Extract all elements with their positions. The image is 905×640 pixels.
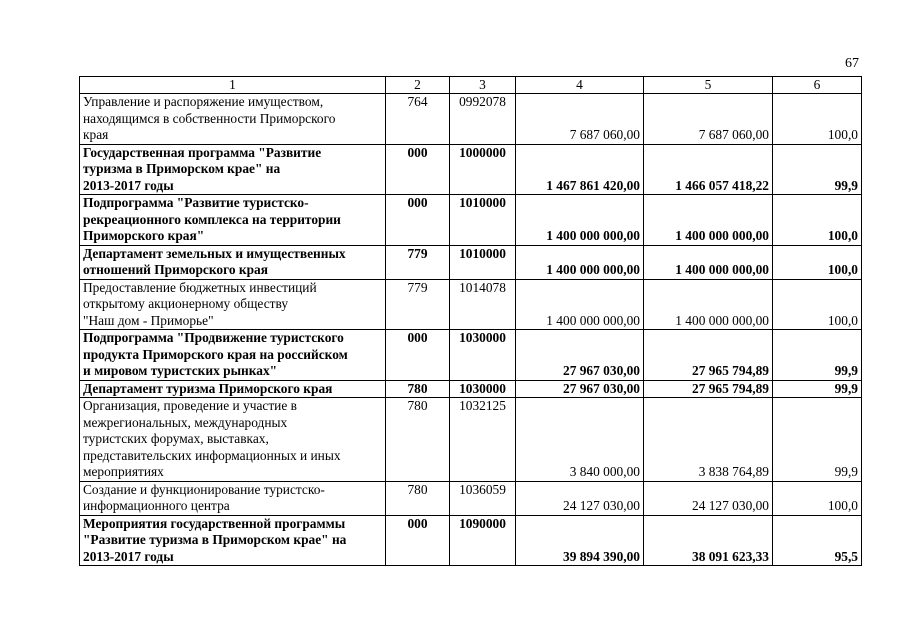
column-header: 5 [644, 77, 773, 94]
row-name-line: открытому акционерному обществу [83, 296, 289, 311]
row-name-line: Управление и распоряжение имуществом, [83, 94, 324, 109]
row-name [80, 515, 386, 566]
planned-amount: 24 127 030,00 [516, 481, 644, 515]
table-row [80, 330, 862, 381]
row-name-line: мероприятиях [83, 464, 164, 479]
execution-percent: 99,9 [773, 398, 862, 482]
admin-code: 779 [386, 279, 450, 330]
row-name [80, 481, 386, 515]
admin-code: 000 [386, 195, 450, 246]
admin-code: 780 [386, 398, 450, 482]
row-name-line: туристских форумах, выставках, [83, 431, 269, 446]
target-code: 1010000 [450, 245, 516, 279]
header-row [80, 77, 862, 94]
row-name-line: представительских информационных и иных [83, 447, 341, 463]
executed-amount: 1 400 000 000,00 [644, 195, 773, 246]
executed-amount: 1 400 000 000,00 [644, 279, 773, 330]
row-name-line: отношений Приморского края [83, 262, 268, 277]
row-name-line: Государственная программа "Развитие [83, 144, 322, 160]
executed-amount: 27 965 794,89 [644, 380, 773, 398]
planned-amount: 1 400 000 000,00 [516, 279, 644, 330]
execution-percent: 99,9 [773, 380, 862, 398]
execution-percent: 99,9 [773, 144, 862, 195]
row-name-line: межрегиональных, международных [83, 414, 288, 430]
planned-amount: 27 967 030,00 [516, 380, 644, 398]
table-row [80, 195, 862, 246]
column-header: 2 [386, 77, 450, 94]
row-name [80, 94, 386, 145]
planned-amount: 1 400 000 000,00 [516, 245, 644, 279]
row-name-line: информационного центра [83, 498, 230, 513]
row-name-line: Департамент земельных и имущественных [83, 245, 346, 261]
column-header: 3 [450, 77, 516, 94]
table-row [80, 144, 862, 195]
row-name-line: туризма в Приморском крае" на [83, 161, 281, 176]
row-name-line: находящимся в собственности Приморского [83, 110, 336, 126]
execution-percent: 100,0 [773, 481, 862, 515]
row-name-line: Приморского края" [83, 228, 205, 243]
row-name-line: 2013-2017 годы [83, 177, 174, 193]
row-name-line: продукта Приморского края на российском [83, 346, 348, 362]
column-header: 6 [773, 77, 862, 94]
target-code: 1000000 [450, 144, 516, 195]
executed-amount: 7 687 060,00 [644, 94, 773, 145]
column-header: 4 [516, 77, 644, 94]
planned-amount: 39 894 390,00 [516, 515, 644, 566]
planned-amount: 3 840 000,00 [516, 398, 644, 482]
planned-amount: 1 467 861 420,00 [516, 144, 644, 195]
target-code: 1010000 [450, 195, 516, 246]
table-row [80, 245, 862, 279]
executed-amount: 1 466 057 418,22 [644, 144, 773, 195]
admin-code: 000 [386, 330, 450, 381]
executed-amount: 1 400 000 000,00 [644, 245, 773, 279]
executed-amount: 38 091 623,33 [644, 515, 773, 566]
row-name-line: Подпрограмма "Продвижение туристского [83, 330, 344, 345]
execution-percent: 100,0 [773, 279, 862, 330]
admin-code: 780 [386, 481, 450, 515]
row-name [80, 144, 386, 195]
admin-code: 780 [386, 380, 450, 398]
target-code: 1014078 [450, 279, 516, 330]
row-name-line: Мероприятия государственной программы [83, 515, 346, 531]
executed-amount: 24 127 030,00 [644, 481, 773, 515]
planned-amount: 27 967 030,00 [516, 330, 644, 381]
page-number: 67 [845, 56, 859, 71]
execution-percent: 100,0 [773, 245, 862, 279]
target-code: 1090000 [450, 515, 516, 566]
row-name [80, 279, 386, 330]
execution-percent: 99,9 [773, 330, 862, 381]
row-name [80, 245, 386, 279]
target-code: 1030000 [450, 380, 516, 398]
admin-code: 000 [386, 144, 450, 195]
row-name [80, 195, 386, 246]
row-name-line: рекреационного комплекса на территории [83, 211, 341, 227]
row-name-line: края [83, 127, 109, 142]
planned-amount: 1 400 000 000,00 [516, 195, 644, 246]
table-row [80, 515, 862, 566]
table-body [80, 77, 862, 566]
row-name-line: "Наш дом - Приморье" [83, 312, 214, 328]
row-name-line: Подпрограмма "Развитие туристско- [83, 195, 309, 210]
row-name-line: 2013-2017 годы [83, 548, 174, 564]
admin-code: 764 [386, 94, 450, 145]
row-name-line: Создание и функционирование туристско- [83, 481, 325, 497]
execution-percent: 100,0 [773, 94, 862, 145]
table-row [80, 380, 862, 398]
row-name-line: и мировом туристских рынках" [83, 363, 278, 378]
table-row [80, 398, 862, 482]
row-name [80, 398, 386, 482]
row-name-line: Департамент туризма Приморского края [83, 380, 333, 396]
target-code: 1030000 [450, 330, 516, 381]
execution-percent: 95,5 [773, 515, 862, 566]
row-name-line: Организация, проведение и участие в [83, 398, 297, 413]
target-code: 1032125 [450, 398, 516, 482]
row-name-line: Предоставление бюджетных инвестиций [83, 279, 317, 295]
executed-amount: 3 838 764,89 [644, 398, 773, 482]
row-name-line: "Развитие туризма в Приморском крае" на [83, 532, 347, 547]
admin-code: 779 [386, 245, 450, 279]
table-row [80, 94, 862, 145]
table-row [80, 481, 862, 515]
target-code: 0992078 [450, 94, 516, 145]
table-row [80, 279, 862, 330]
column-header: 1 [80, 77, 386, 94]
planned-amount: 7 687 060,00 [516, 94, 644, 145]
row-name [80, 380, 386, 398]
execution-percent: 100,0 [773, 195, 862, 246]
admin-code: 000 [386, 515, 450, 566]
budget-table [79, 76, 862, 566]
row-name [80, 330, 386, 381]
executed-amount: 27 965 794,89 [644, 330, 773, 381]
target-code: 1036059 [450, 481, 516, 515]
